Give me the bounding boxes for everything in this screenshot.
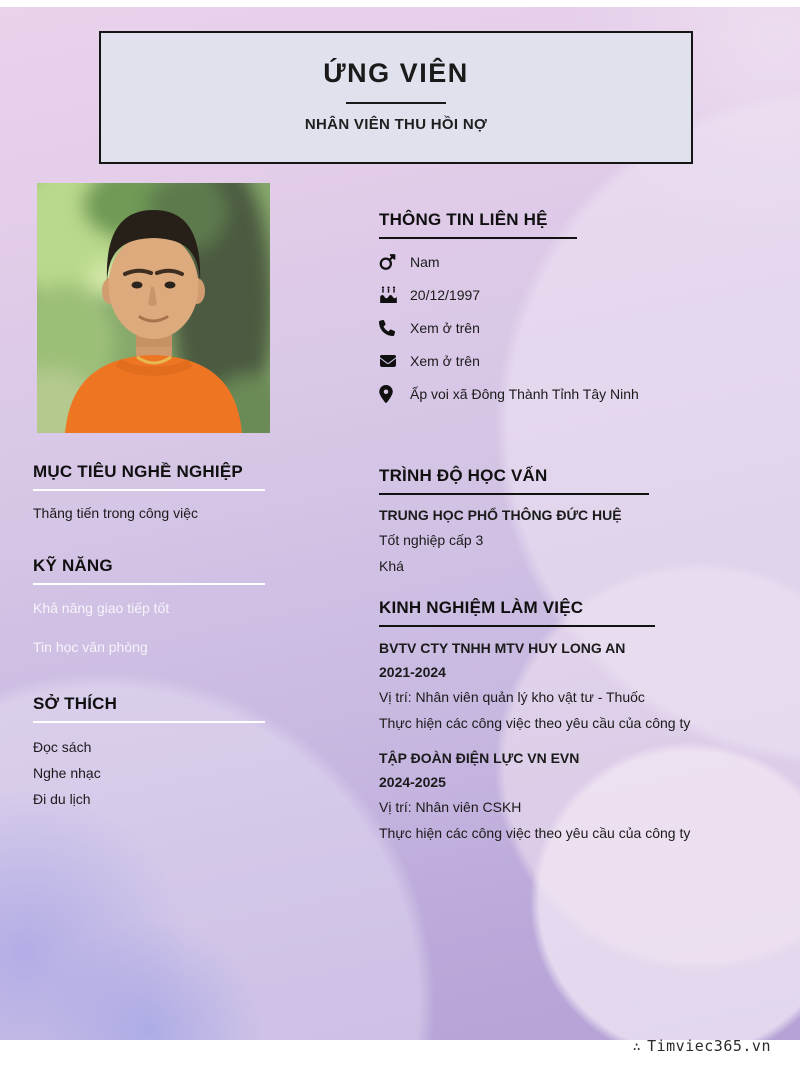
objective-heading: MỤC TIÊU NGHỀ NGHIỆP — [33, 462, 265, 491]
company-name: TẬP ĐOÀN ĐIỆN LỰC VN EVN — [379, 750, 580, 766]
education-detail: Khá — [379, 558, 404, 574]
skills-section — [33, 556, 273, 655]
job-description: Thực hiện các công việc theo yêu cầu của công ty — [379, 825, 691, 841]
objective-item: Thăng tiến trong công việc — [33, 505, 198, 521]
job-title: NHÂN VIÊN THU HỒI NỢ — [304, 116, 488, 133]
phone-icon — [379, 320, 401, 336]
contact-value-email: Xem ở trên — [410, 352, 480, 369]
experience-heading: KINH NGHIỆM LÀM VIỆC — [379, 598, 655, 627]
candidate-title: ỨNG VIÊN — [323, 58, 469, 88]
hobbies-heading: SỞ THÍCH — [33, 694, 265, 723]
job-period: 2021-2024 — [379, 664, 446, 680]
watermark-text: Timviec365.vn — [647, 1037, 771, 1055]
contact-value-gender: Nam — [410, 253, 440, 270]
education-heading: TRÌNH ĐỘ HỌC VẤN — [379, 466, 649, 495]
education-section — [379, 466, 694, 574]
contact-item-address — [379, 384, 694, 404]
contact-list — [379, 252, 694, 404]
experience-job — [379, 641, 694, 731]
envelope-icon — [379, 353, 401, 369]
watermark — [633, 1037, 771, 1055]
header-box — [99, 31, 693, 164]
contact-item-gender — [379, 252, 694, 272]
contact-item-phone — [379, 318, 694, 338]
hobby-item: Đi du lịch — [33, 791, 91, 807]
contact-section — [379, 210, 694, 417]
candidate-photo-illustration — [37, 183, 270, 433]
skill-item: Tin học văn phòng — [33, 639, 148, 655]
birthday-cake-icon — [379, 286, 401, 305]
contact-value-birthday: 20/12/1997 — [410, 286, 481, 303]
hobbies-section — [33, 694, 273, 807]
contact-heading: THÔNG TIN LIÊN HỆ — [379, 210, 577, 239]
job-position: Vị trí: Nhân viên CSKH — [379, 799, 522, 815]
company-name: BVTV CTY TNHH MTV HUY LONG AN — [379, 640, 626, 656]
contact-item-birthday — [379, 285, 694, 305]
experience-section — [379, 598, 694, 841]
experience-job — [379, 751, 694, 841]
contact-item-email — [379, 351, 694, 371]
header-divider — [346, 102, 446, 104]
skills-heading: KỸ NĂNG — [33, 556, 265, 585]
education-detail: Tốt nghiệp cấp 3 — [379, 532, 484, 548]
objective-section — [33, 462, 273, 521]
timviec365-logo-icon: ∴ — [632, 1040, 642, 1055]
hobby-item: Đọc sách — [33, 739, 92, 755]
contact-value-phone: Xem ở trên — [410, 319, 480, 336]
male-icon — [379, 253, 401, 271]
hobby-item: Nghe nhạc — [33, 765, 101, 781]
job-description: Thực hiện các công việc theo yêu cầu của công ty — [379, 715, 691, 731]
school-name: TRUNG HỌC PHỔ THÔNG ĐỨC HUỆ — [379, 507, 622, 523]
location-pin-icon — [379, 385, 401, 403]
contact-value-address: Ấp voi xã Đông Thành Tỉnh Tây Ninh — [410, 385, 639, 402]
job-period: 2024-2025 — [379, 774, 446, 790]
job-position: Vị trí: Nhân viên quản lý kho vật tư - Thuốc — [379, 689, 645, 705]
candidate-photo — [37, 183, 270, 433]
skill-item: Khả năng giao tiếp tốt — [33, 600, 170, 616]
